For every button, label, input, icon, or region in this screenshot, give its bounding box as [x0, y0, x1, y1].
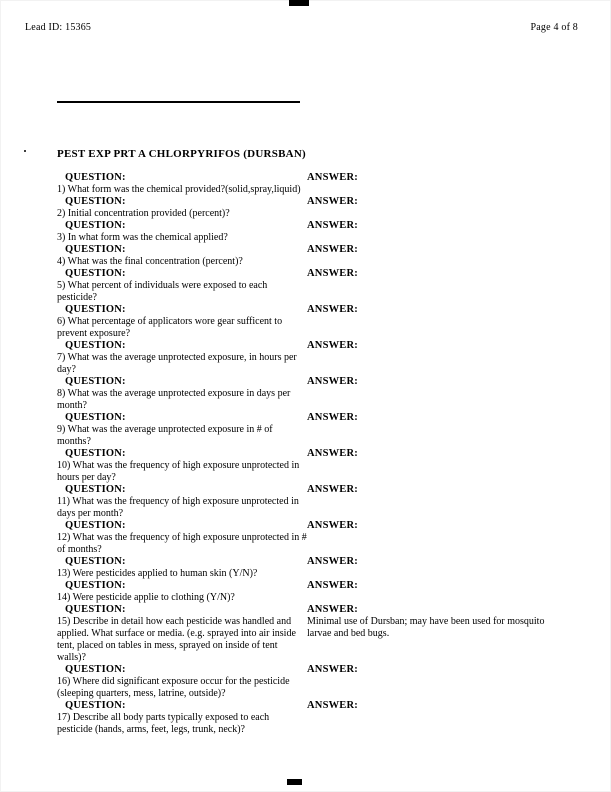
question-column — [57, 340, 307, 376]
question-label: QUESTION: — [65, 556, 126, 567]
question-text: 4) What was the final concentration (percent)? — [57, 256, 243, 267]
qa-block — [57, 604, 571, 664]
answer-label: ANSWER: — [307, 220, 358, 231]
answer-column — [307, 268, 571, 280]
question-column — [57, 304, 307, 340]
question-label: QUESTION: — [65, 484, 126, 495]
question-text: 2) Initial concentration provided (percent)? — [57, 208, 230, 219]
answer-label: ANSWER: — [307, 244, 358, 255]
qa-block — [57, 172, 571, 196]
qa-block — [57, 484, 571, 520]
question-text: 14) Were pesticide applie to clothing (Y/N)? — [57, 592, 235, 603]
question-label: QUESTION: — [65, 376, 126, 387]
question-label: QUESTION: — [65, 604, 126, 615]
question-text: 10) What was the frequency of high exposure unprotected in hours per day? — [57, 460, 300, 483]
answer-text: Minimal use of Dursban; may have been used for mosquito larvae and bed bugs. — [307, 616, 545, 639]
lead-id-text: Lead ID: 15365 — [25, 22, 92, 33]
answer-label: ANSWER: — [307, 484, 358, 495]
question-column — [57, 196, 307, 220]
qa-block — [57, 244, 571, 268]
question-text: 8) What was the average unprotected exposure in days per month? — [57, 388, 291, 411]
answer-column — [307, 172, 571, 184]
answer-label: ANSWER: — [307, 520, 358, 531]
answer-column — [307, 220, 571, 232]
question-text: 3) In what form was the chemical applied? — [57, 232, 228, 243]
question-label: QUESTION: — [65, 700, 126, 711]
qa-block — [57, 412, 571, 448]
question-label: QUESTION: — [65, 304, 126, 315]
answer-column — [307, 556, 571, 568]
question-label: QUESTION: — [65, 520, 126, 531]
answer-column — [307, 484, 571, 496]
question-column — [57, 700, 307, 736]
question-text: 9) What was the average unprotected exposure in # of months? — [57, 424, 273, 447]
qa-block — [57, 340, 571, 376]
answer-label: ANSWER: — [307, 448, 358, 459]
answer-column — [307, 604, 571, 640]
horizontal-rule — [57, 101, 300, 103]
qa-block — [57, 520, 571, 556]
question-label: QUESTION: — [65, 664, 126, 675]
answer-label: ANSWER: — [307, 268, 358, 279]
answer-column — [307, 580, 571, 592]
question-text: 6) What percentage of applicators wore gear sufficent to prevent exposure? — [57, 316, 283, 339]
question-label: QUESTION: — [65, 340, 126, 351]
question-text: 11) What was the frequency of high exposure unprotected in days per month? — [57, 496, 299, 519]
answer-label: ANSWER: — [307, 304, 358, 315]
qa-block — [57, 448, 571, 484]
question-column — [57, 220, 307, 244]
answer-label: ANSWER: — [307, 580, 358, 591]
question-label: QUESTION: — [65, 196, 126, 207]
document-title: PEST EXP PRT A CHLORPYRIFOS (DURSBAN) — [57, 148, 306, 160]
qa-block — [57, 196, 571, 220]
answer-column — [307, 700, 571, 712]
answer-column — [307, 448, 571, 460]
answer-label: ANSWER: — [307, 700, 358, 711]
question-label: QUESTION: — [65, 244, 126, 255]
stray-dot — [24, 150, 26, 152]
answer-label: ANSWER: — [307, 664, 358, 675]
question-column — [57, 376, 307, 412]
qa-block — [57, 220, 571, 244]
question-label: QUESTION: — [65, 220, 126, 231]
question-text: 16) Where did significant exposure occur for the pesticide (sleeping quarters, mess, latrine, outside)? — [57, 676, 290, 699]
answer-column — [307, 340, 571, 352]
answer-column — [307, 412, 571, 424]
qa-block — [57, 556, 571, 580]
page-header — [25, 22, 578, 33]
qa-block — [57, 268, 571, 304]
question-text: 13) Were pesticides applied to human skin (Y/N)? — [57, 568, 258, 579]
question-column — [57, 268, 307, 304]
question-text: 5) What percent of individuals were exposed to each pesticide? — [57, 280, 268, 303]
qa-block — [57, 580, 571, 604]
answer-label: ANSWER: — [307, 556, 358, 567]
question-column — [57, 580, 307, 604]
question-text: 12) What was the frequency of high exposure unprotected in # of months? — [57, 532, 307, 555]
qa-list — [57, 172, 571, 736]
answer-label: ANSWER: — [307, 172, 358, 183]
qa-block — [57, 376, 571, 412]
question-column — [57, 448, 307, 484]
answer-column — [307, 244, 571, 256]
question-label: QUESTION: — [65, 268, 126, 279]
question-column — [57, 520, 307, 556]
scan-artifact-top — [289, 0, 309, 6]
answer-column — [307, 304, 571, 316]
scan-artifact-bottom — [287, 779, 302, 785]
page-number-text: Page 4 of 8 — [530, 22, 578, 33]
question-text: 15) Describe in detail how each pesticide was handled and applied. What surface or media. (e.g. sprayed into air inside tent, placed on tables in mess, sprayed on inside of tent walls)? — [57, 616, 296, 663]
question-column — [57, 172, 307, 196]
answer-label: ANSWER: — [307, 376, 358, 387]
question-label: QUESTION: — [65, 448, 126, 459]
question-column — [57, 244, 307, 268]
answer-column — [307, 520, 571, 532]
answer-column — [307, 664, 571, 676]
question-column — [57, 664, 307, 700]
qa-block — [57, 700, 571, 736]
answer-column — [307, 196, 571, 208]
answer-label: ANSWER: — [307, 340, 358, 351]
question-text: 17) Describe all body parts typically exposed to each pesticide (hands, arms, feet, legs, trunk, neck)? — [57, 712, 270, 735]
question-column — [57, 484, 307, 520]
question-text: 1) What form was the chemical provided?(solid,spray,liquid) — [57, 184, 301, 195]
answer-label: ANSWER: — [307, 604, 358, 615]
qa-block — [57, 664, 571, 700]
qa-block — [57, 304, 571, 340]
question-column — [57, 556, 307, 580]
question-column — [57, 604, 307, 664]
question-label: QUESTION: — [65, 412, 126, 423]
question-text: 7) What was the average unprotected exposure, in hours per day? — [57, 352, 297, 375]
question-label: QUESTION: — [65, 172, 126, 183]
question-label: QUESTION: — [65, 580, 126, 591]
answer-label: ANSWER: — [307, 412, 358, 423]
answer-column — [307, 376, 571, 388]
answer-label: ANSWER: — [307, 196, 358, 207]
question-column — [57, 412, 307, 448]
